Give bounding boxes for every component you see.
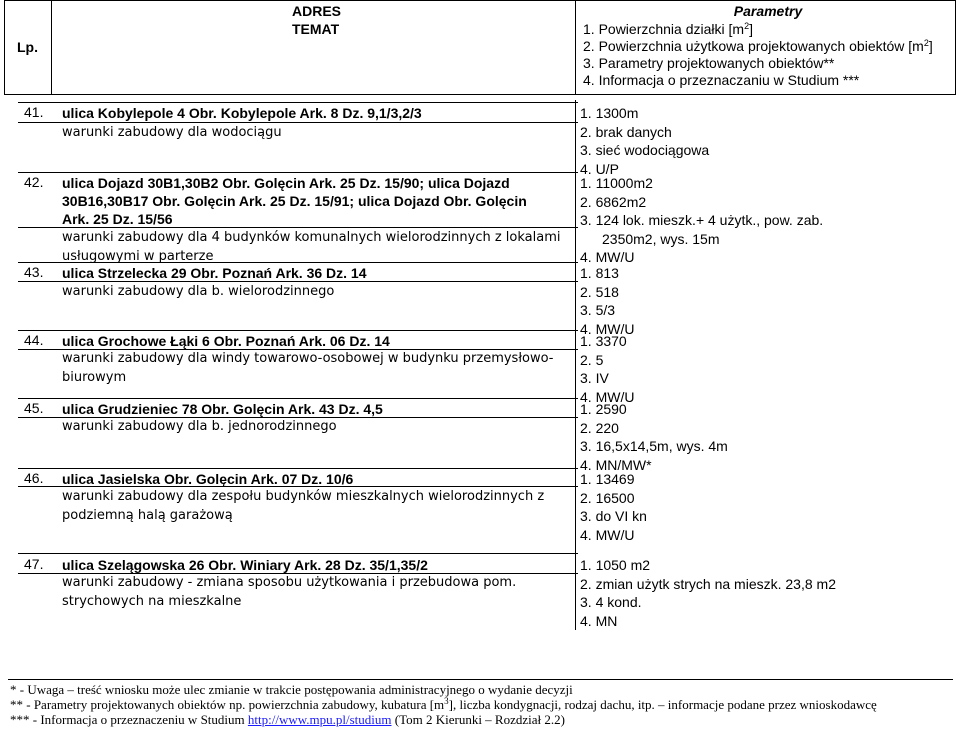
row-subject: warunki zabudowy dla b. wielorodzinnego: [62, 284, 335, 299]
row-number: 47.: [24, 556, 44, 572]
row-params: 1. 11000m2 2. 6862m2 3. 124 lok. mieszk.+ 4 użytk., pow. zab. 2350m2, wys. 15m 4. MW/U: [580, 175, 824, 265]
row-number: 42.: [24, 174, 44, 190]
row-address: ulica Jasielska Obr. Golęcin Ark. 07 Dz. 10/6: [62, 471, 354, 487]
row-separator: [18, 398, 578, 399]
header-adres: ADRES: [292, 3, 342, 19]
row-number: 46.: [24, 470, 44, 486]
row-subject: warunki zabudowy dla wodociągu: [62, 125, 282, 140]
header-divider: [575, 1, 576, 94]
studium-link[interactable]: http://www.mpu.pl/studium: [247, 712, 392, 727]
footnote-separator: [8, 679, 953, 680]
row-separator: [18, 468, 578, 469]
row-params: 1. 1050 m2 2. zmian użytk strych na mieszk. 23,8 m2 3. 4 kond. 4. MN: [580, 557, 836, 629]
table-header: [4, 0, 956, 95]
header-lp: Lp.: [17, 39, 38, 55]
row-params: 1. 813 2. 518 3. 5/3 4. MW/U: [580, 265, 635, 337]
row-separator: [18, 330, 578, 331]
row-number: 43.: [24, 264, 44, 280]
row-number: 44.: [24, 332, 44, 348]
row-params: 1. 3370 2. 5 3. IV 4. MW/U: [580, 333, 635, 405]
row-subject: warunki zabudowy dla windy towarowo-osobowej w budynku przemysłowo-biurowym: [62, 351, 554, 385]
row-address: ulica Kobylepole 4 Obr. Kobylepole Ark. 8 Dz. 9,1/3,2/3: [62, 105, 422, 121]
header-divider: [51, 1, 52, 94]
row-separator: [18, 102, 578, 103]
row-address: ulica Strzelecka 29 Obr. Poznań Ark. 36 Dz. 14: [62, 265, 367, 281]
row-separator: [18, 172, 578, 173]
row-subject: warunki zabudowy dla zespołu budynków mieszkalnych wielorodzinnych z podziemną halą garażową: [62, 489, 545, 523]
footnote-1: * - Uwaga – treść wniosku może ulec zmianie w trakcie postępowania administracyjnego o wydanie decyzji: [10, 682, 573, 697]
row-address: ulica Dojazd 30B1,30B2 Obr. Golęcin Ark. 25 Dz. 15/90; ulica Dojazd 30B16,30B17 Obr. Golęcin Ark. 25 Dz. 15/91; ulica Dojazd Obr. Golęcin Ark. 25 Dz. 15/56: [62, 175, 527, 227]
row-subject: warunki zabudowy dla 4 budynków komunalnych wielorodzinnych z lokalami usługowymi w parterze: [62, 230, 561, 264]
footnote-3: *** - Informacja o przeznaczeniu w Studium http://www.mpu.pl/studium (Tom 2 Kierunki – Rozdział 2.2): [10, 712, 565, 727]
header-parametry: Parametry: [733, 3, 803, 19]
header-param-item: 2. Powierzchnia użytkowa projektowanych obiektów $[m^2]$: [583, 38, 933, 54]
row-address: ulica Grochowe Łąki 6 Obr. Poznań Ark. 06 Dz. 14: [62, 333, 390, 349]
row-separator: [18, 553, 578, 554]
footnote-2: ** - Parametry projektowanych obiektów np. powierzchnia zabudowy, kubatura $[m^3]$, liczba kondygnacji, rodzaj dachu, itp. – informacje podane przez wnioskodawcę: [10, 696, 877, 712]
header-param-item: 3. Parametry projektowanych obiektów**: [583, 55, 835, 71]
header-param-item: 1. Powierzchnia działki $[m^2]$: [583, 21, 753, 37]
row-params: 1. 1300m 2. brak danych 3. sieć wodociągowa 4. U/P: [580, 105, 710, 177]
row-number: 45.: [24, 400, 44, 416]
row-subject: warunki zabudowy dla b. jednorodzinnego: [62, 419, 337, 434]
row-number: 41.: [24, 104, 44, 120]
header-param-item: 4. Informacja o przeznaczaniu w Studium ***: [583, 72, 860, 88]
row-subject: warunki zabudowy - zmiana sposobu użytkowania i przebudowa pom. strychowych na mieszkalne: [62, 575, 517, 609]
row-address: ulica Grudzieniec 78 Obr. Golęcin Ark. 43 Dz. 4,5: [62, 401, 383, 417]
row-separator: [18, 262, 578, 263]
row-params: 1. 2590 2. 220 3. 16,5x14,5m, wys. 4m 4. MN/MW*: [580, 401, 728, 473]
column-divider: [575, 100, 576, 630]
header-temat: TEMAT: [292, 21, 340, 37]
row-address: ulica Szelągowska 26 Obr. Winiary Ark. 28 Dz. 35/1,35/2: [62, 557, 428, 573]
row-params: 1. 13469 2. 16500 3. do VI kn 4. MW/U: [580, 471, 647, 543]
